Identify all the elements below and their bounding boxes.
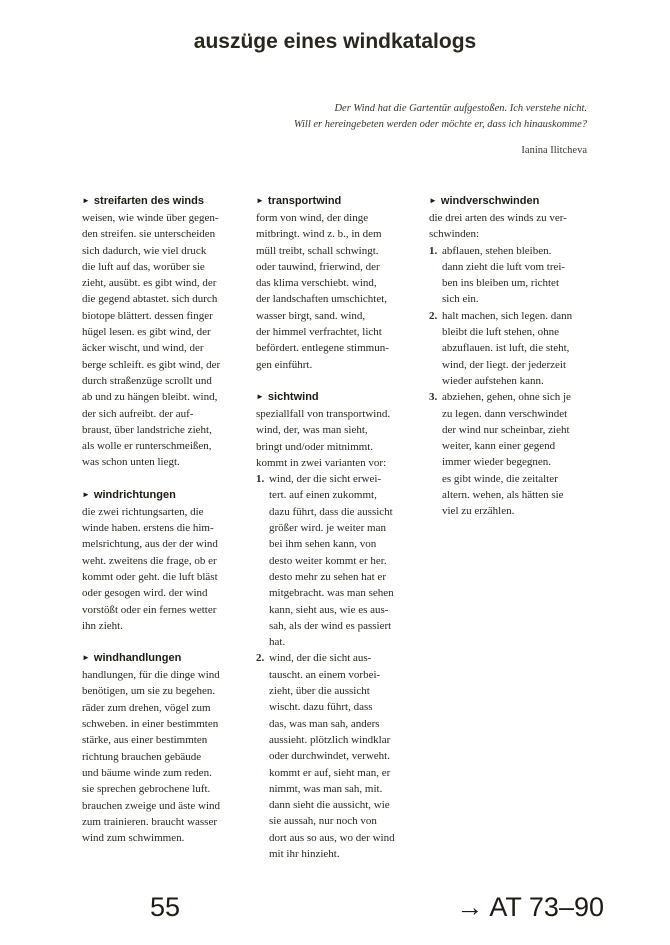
section-heading [429, 193, 591, 210]
section-heading [256, 193, 420, 210]
triangle-marker-icon: ► [82, 489, 90, 499]
item-text: wind, der die sicht aus- tauscht. an einem vorbei- zieht, über die aussicht wischt. dazu führt, dass das, was man sah, anders aussieht. plötzlich windklar oder durchwindet, verweht. kommt er auf, sieht man, er nimmt, was man sah, mit. dann sieht die aussicht, wie sie aussah, nur noch von dort aus so aus, wo der wind mit ihr hinzieht. [269, 652, 395, 860]
section-intro: speziallfall von transportwind. wind, der, was man sieht, bringt und/oder mitnimmt. kommt in zwei varianten vor: [256, 407, 391, 469]
triangle-marker-icon: ► [256, 196, 264, 205]
section-windhandlungen [82, 650, 247, 846]
section-transportwind [256, 193, 420, 373]
section-windrichtungen [82, 487, 247, 634]
cross-reference: → AT 73–90 [456, 892, 604, 922]
list-item [429, 243, 591, 308]
heading-text: transportwind [267, 195, 342, 207]
column-1 [82, 193, 247, 862]
heading-text: sichtwind [267, 390, 319, 403]
section-windverschwinden [429, 193, 591, 520]
section-text: die zwei richtungsarten, die winde haben. erstens die him- melsrichtung, aus der der wind weht. zweitens die frage, ob er kommt oder geht. die luft bläst oder gesogen wird. der wind vorstößt oder ein fernes wetter ihn zieht. [82, 505, 218, 632]
item-text: abflauen, stehen bleiben. dann zieht die luft vom trei- ben ins bleiben um, richtet sich ein. [442, 244, 566, 306]
section-heading [256, 389, 420, 406]
triangle-marker-icon: ► [429, 196, 437, 205]
epigraph-line-2: Will er hereingebeten werden oder möchte er, dass ich hinauskomme? [293, 119, 587, 130]
list-item [429, 389, 591, 519]
column-3 [429, 193, 591, 536]
section-heading [82, 487, 247, 504]
section-sichtwind [256, 389, 420, 862]
heading-text: windverschwinden [440, 195, 540, 207]
page-title: auszüge eines windkatalogs [193, 30, 477, 53]
section-text: form von wind, der dinge mitbringt. wind z. b., in dem müll treibt, schall schwingt. oder tauwind, frierwind, der das klima verschiebt. wind, der landschaften umschichtet, wasser birgt, sand. wind, der himmel verfrachtet, licht befördert. entlegene stimmun- gen einführt. [256, 212, 389, 371]
heading-text: windrichtungen [93, 488, 176, 501]
triangle-marker-icon: ► [82, 196, 90, 205]
item-text: abziehen, gehen, ohne sich je zu legen. dann verschwindet der wind nur scheinbar, zieht weiter, kann einer gegend immer wieder begegnen. es gibt winde, die zeitalter altern. wehen, als hätten sie viel zu erzählen. [442, 391, 571, 518]
item-text: wind, der die sicht erwei- tert. auf einen zukommt, dazu führt, dass die aussicht größer wird. je weiter man bei ihm sehen kann, von desto weiter kommt er her. desto mehr zu sehen hat er mitgebracht. was man sehen kann, sieht aus, wie es aus- sah, als der wind es passiert hat. [269, 473, 394, 649]
item-number: 3. [429, 391, 438, 404]
page-number: 55 [150, 892, 181, 922]
section-text: handlungen, für die dinge wind benötigen, um sie zu begehen. räder zum drehen, vögel zum schweben. in einer bestimmten stärke, aus einer bestimmten richtung brauchen gebäude und bäume winde zum reden. sie sprechen gebrochene luft. brauchen zweige und äste wind zum trainieren. braucht wasser wind zum schwimmen. [82, 669, 221, 845]
triangle-marker-icon: ► [82, 653, 90, 663]
section-heading [82, 650, 247, 667]
list-item [429, 308, 591, 389]
section-heading [82, 193, 247, 210]
section-text: weisen, wie winde über gegen- den streifen. sie unterscheiden sich dadurch, wie viel druck die luft auf das, worüber sie zieht, ausübt. es gibt wind, der die gegend abtastet. sich durch biotope blättert. dessen finger hügel lesen. es gibt wind, der äcker wischt, und wind, der berge schleift. es gibt wind, der durch straßenzüge scrollt und ab und zu hängen bleibt. wind, der sich aufreibt. der auf- braust, über landstriche zieht, als wolle er runterschmeißen, was schon unten liegt. [82, 212, 221, 469]
item-number: 1. [256, 473, 265, 486]
list-item [256, 650, 420, 862]
epigraph [227, 101, 587, 159]
column-2 [256, 193, 420, 878]
item-number: 2. [429, 309, 438, 322]
item-number: 2. [256, 652, 265, 665]
numbered-list [429, 243, 591, 520]
item-number: 1. [429, 244, 438, 257]
heading-text: windhandlungen [93, 652, 182, 665]
section-streifarten [82, 193, 247, 471]
epigraph-line-1: Der Wind hat die Gartentür aufgestoßen. Ich verstehe nicht. [334, 103, 587, 114]
item-text: halt machen, sich legen. dann bleibt die luft stehen, ohne abzuflauen. ist luft, die steht, wind, der liegt. der jederzeit wieder aufstehen kann. [442, 309, 573, 387]
list-item [256, 471, 420, 650]
section-intro: die drei arten des winds zu ver- schwinden: [429, 212, 567, 241]
epigraph-author: Ianina Ilitcheva [521, 145, 587, 156]
heading-text: streifarten des winds [93, 195, 204, 207]
numbered-list [256, 471, 420, 862]
triangle-marker-icon: ► [256, 391, 264, 401]
